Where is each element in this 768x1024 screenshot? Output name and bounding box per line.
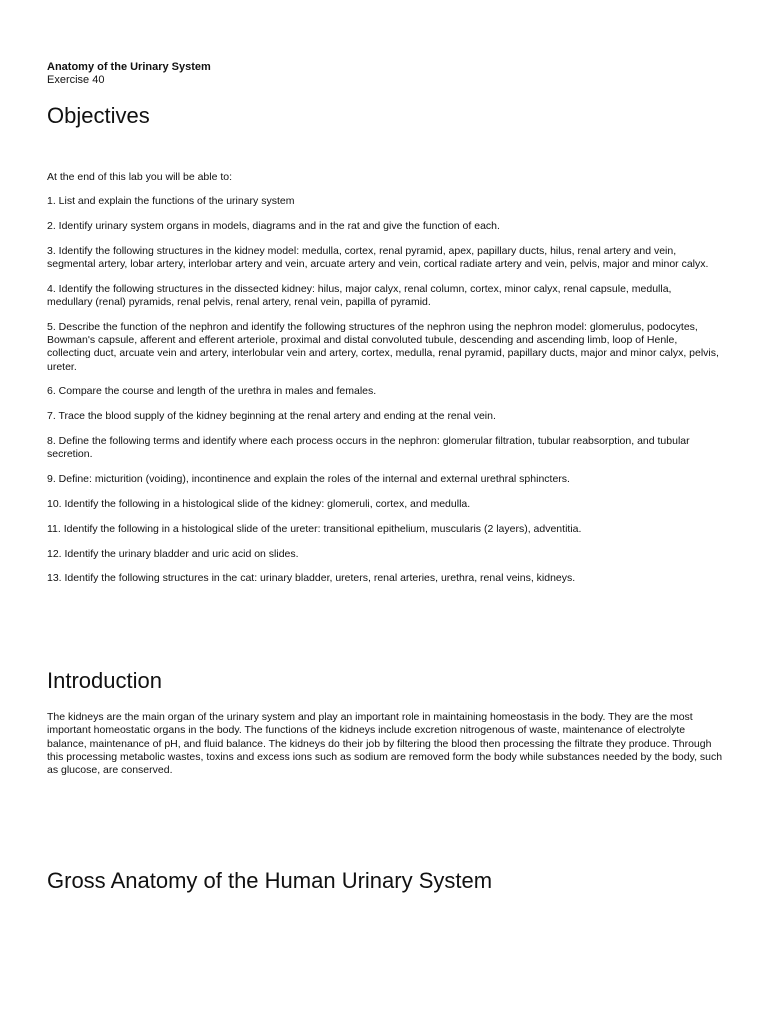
objective-item: 5. Describe the function of the nephron and identify the following structures of the nephron using the nephron model: glomerulus, podocytes, Bowman's capsule, afferent and efferent arteriole, proximal and distal convoluted tubule, descending and ascending limb, loop of Henle, collecting duct, arcuate vein and artery, interlobular vein and artery, cortex, medulla, renal pyramid, papillary ducts, major and minor calyx, pelvis, ureter. — [47, 320, 719, 373]
objective-item: 1. List and explain the functions of the urinary system — [47, 195, 295, 207]
objective-item: 7. Trace the blood supply of the kidney beginning at the renal artery and ending at the renal vein. — [47, 410, 496, 423]
objectives-heading: Objectives — [47, 103, 150, 128]
gross-anatomy-heading: Gross Anatomy of the Human Urinary System — [47, 868, 493, 893]
document-title: Anatomy of the Urinary System — [47, 61, 211, 73]
objective-item: 6. Compare the course and length of the urethra in males and females. — [47, 385, 377, 398]
objective-item: 12. Identify the urinary bladder and uric acid on slides. — [47, 547, 299, 560]
objective-item: 3. Identify the following structures in the kidney model: medulla, cortex, renal pyramid, apex, papillary ducts, hilus, renal artery and vein, segmental artery, lobar artery, interlobar artery and vein, arcuate artery and vein, cortical radiate artery and vein, pelvis, major and minor calyx. — [47, 244, 709, 270]
introduction-paragraph: The kidneys are the main organ of the urinary system and play an important role in maintaining homeostasis in the body. They are the most important homeostatic organs in the body. The functions of the kidneys include excretion nitrogenous of waste, maintenance of electrolyte balance, maintenance of pH, and fluid balance. The kidneys do their job by filtering the blood then processing the filtrate they produce. Through this processing metabolic wastes, toxins and excess ions such as sodium are removed form the body while substances needed by the body, such as glucose, are conserved. — [47, 711, 723, 777]
objective-item: 2. Identify urinary system organs in models, diagrams and in the rat and give the function of each. — [47, 219, 500, 232]
objectives-list — [47, 195, 719, 597]
objective-item: 10. Identify the following in a histological slide of the kidney: glomeruli, cortex, and medulla. — [47, 497, 471, 510]
objective-item: 9. Define: micturition (voiding), incontinence and explain the roles of the internal and external urethral sphincters. — [47, 473, 570, 486]
objective-item: 13. Identify the following structures in the cat: urinary bladder, ureters, renal arteries, urethra, renal veins, kidneys. — [47, 572, 576, 585]
introduction-heading: Introduction — [47, 668, 162, 693]
document-subtitle: Exercise 40 — [47, 74, 105, 86]
objectives-lead: At the end of this lab you will be able to: — [47, 171, 233, 183]
objective-item: 4. Identify the following structures in the dissected kidney: hilus, major calyx, renal column, cortex, minor calyx, renal capsule, medulla, medullary (renal) pyramids, renal pelvis, renal artery, renal vein, papilla of pyramid. — [47, 282, 672, 308]
objective-item: 11. Identify the following in a histological slide of the ureter: transitional epithelium, muscularis (2 layers), adventitia. — [47, 522, 582, 535]
objective-item: 8. Define the following terms and identify where each process occurs in the nephron: glomerular filtration, tubular reabsorption, and tubular secretion. — [47, 435, 690, 461]
